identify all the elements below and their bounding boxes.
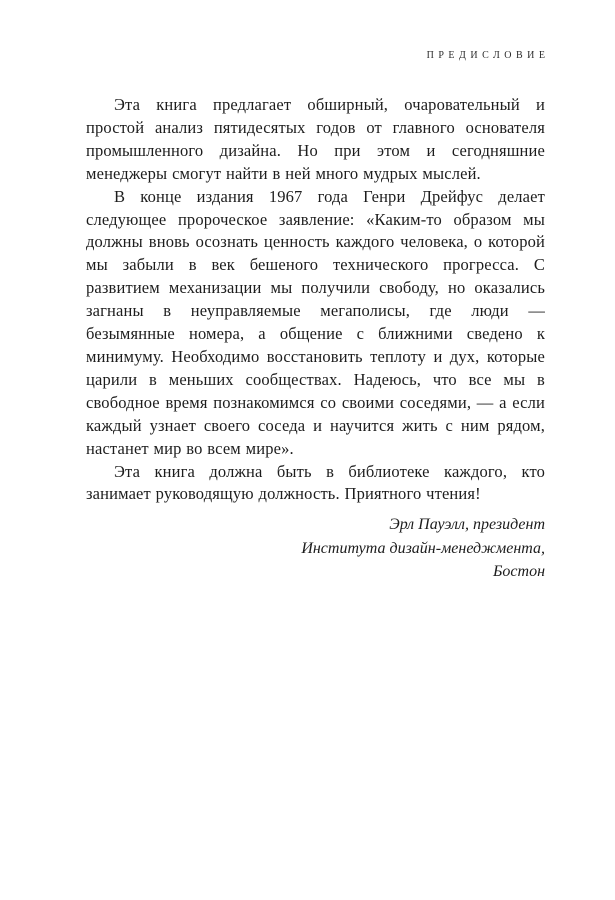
paragraph-quote: В конце издания 1967 года Генри Дрейфус делает следующее пророческое заявление: «Каким-то образом мы должны вновь осознать ценность каждого человека, о которой мы забыли в век бешеного технического прогресса. С развитием механизации мы получили свободу, но оказались загнаны в неуправляемые мегаполисы, где люди — безымянные номера, а общение с ближними сведено к минимуму. Необходимо восстановить теплоту и дух, которые царили в меньших сообществах. Надеюсь, что все мы в свободное время познакомимся со своими соседями, — а если каждый узнает своего соседа и научится жить с ним рядом, настанет мир во всем мире».	[86, 186, 545, 458]
body-text	[86, 94, 545, 506]
paragraph-intro: Эта книга предлагает обширный, очаровательный и простой анализ пятидесятых годов от главного основателя промышленного дизайна. Но при этом и сегодняшние менеджеры смогут найти в ней много мудрых мыслей.	[86, 95, 545, 183]
signature-institution: Института дизайн-менеджмента,	[301, 539, 545, 557]
signature-city: Бостон	[492, 563, 545, 581]
running-head-preface: ПРЕДИСЛОВИЕ	[426, 50, 550, 61]
paragraph-closing: Эта книга должна быть в библиотеке каждого, кто занимает руководящую должность. Приятного чтения!	[86, 461, 545, 504]
signature-author: Эрл Пауэлл, президент	[389, 516, 545, 534]
signature-block	[86, 513, 545, 584]
